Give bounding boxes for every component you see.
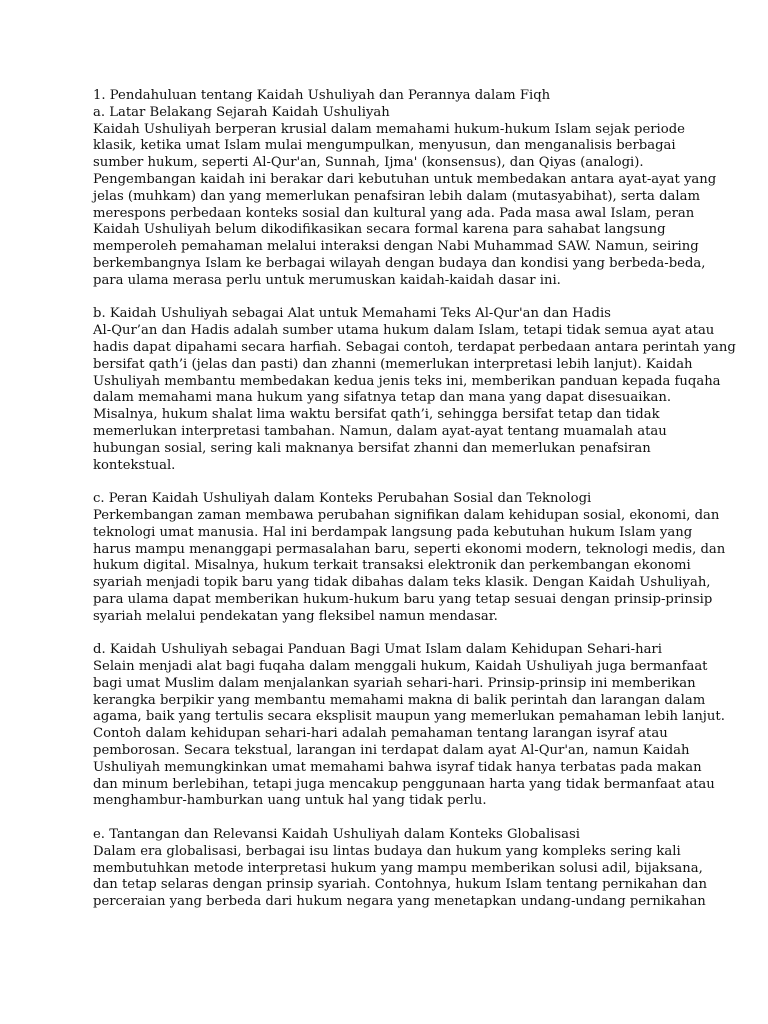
paragraph-line: para ulama merasa perlu untuk merumuskan kaidah-kaidah dasar ini. bbox=[93, 272, 561, 288]
section-a-body bbox=[93, 121, 717, 290]
intro-section bbox=[93, 88, 717, 290]
paragraph-line: menghambur-hamburkan uang untuk hal yang tidak perlu. bbox=[93, 793, 487, 809]
paragraph-line: Pengembangan kaidah ini berakar dari kebutuhan untuk membedakan antara ayat-ayat yang bbox=[93, 171, 717, 187]
paragraph-line: merespons perbedaan konteks sosial dan kultural yang ada. Pada masa awal Islam, peran bbox=[93, 205, 695, 221]
section-d bbox=[93, 642, 725, 810]
paragraph-line: syariah melalui pendekatan yang fleksibel namun mendasar. bbox=[93, 608, 498, 624]
paragraph-line: Kaidah Ushuliyah belum dikodifikasikan secara formal karena para sahabat langsung bbox=[93, 222, 666, 238]
paragraph-line: Contoh dalam kehidupan sehari-hari adalah pemahaman tentang larangan isyraf atau bbox=[93, 726, 668, 742]
section-d-body bbox=[93, 659, 725, 810]
section-b-body bbox=[93, 323, 736, 474]
paragraph-line: harus mampu menanggapi permasalahan baru, seperti ekonomi modern, teknologi medis, dan bbox=[93, 541, 726, 557]
section-c-heading: c. Peran Kaidah Ushuliyah dalam Konteks Perubahan Sosial dan Teknologi bbox=[93, 491, 592, 507]
paragraph-line: klasik, ketika umat Islam mulai mengumpulkan, menyusun, dan menganalisis berbagai bbox=[93, 138, 676, 154]
section-a-heading: a. Latar Belakang Sejarah Kaidah Ushuliyah bbox=[93, 104, 390, 120]
paragraph-line: Selain menjadi alat bagi fuqaha dalam menggali hukum, Kaidah Ushuliyah juga bermanfaat bbox=[93, 659, 708, 675]
paragraph-line: dalam memahami mana hukum yang sifatnya tetap dan mana yang dapat disesuaikan. bbox=[93, 390, 672, 406]
section-e-heading: e. Tantangan dan Relevansi Kaidah Ushuliyah dalam Konteks Globalisasi bbox=[93, 827, 581, 843]
paragraph-line: para ulama dapat memberikan hukum-hukum baru yang tetap sesuai dengan prinsip-prinsip bbox=[93, 591, 713, 607]
paragraph-line: Perkembangan zaman membawa perubahan signifikan dalam kehidupan sosial, ekonomi, dan bbox=[93, 507, 720, 523]
paragraph-line: kerangka berpikir yang membantu memahami makna di balik perintah dan larangan dalam bbox=[93, 692, 706, 708]
paragraph-line: jelas (muhkam) dan yang memerlukan penafsiran lebih dalam (mutasyabihat), serta dalam bbox=[93, 188, 700, 204]
section-c bbox=[93, 491, 726, 625]
paragraph-line: syariah menjadi topik baru yang tidak dibahas dalam teks klasik. Dengan Kaidah Ushuliyah, bbox=[93, 575, 711, 591]
paragraph-line: membutuhkan metode interpretasi hukum yang mampu memberikan solusi adil, bijaksana, bbox=[93, 860, 703, 876]
paragraph-line: Misalnya, hukum shalat lima waktu bersifat qath’i, sehingga bersifat tetap dan tidak bbox=[93, 407, 660, 423]
section-c-body bbox=[93, 507, 726, 626]
paragraph-line: Ushuliyah memungkinkan umat memahami bahwa isyraf tidak hanya terbatas pada makan bbox=[93, 759, 702, 775]
document-title: 1. Pendahuluan tentang Kaidah Ushuliyah dan Perannya dalam Fiqh bbox=[93, 88, 551, 103]
paragraph-line: berkembangnya Islam ke berbagai wilayah dengan budaya dan kondisi yang berbeda-beda, bbox=[93, 255, 706, 271]
paragraph-line: perceraian yang berbeda dari hukum negara yang menetapkan undang-undang pernikahan bbox=[93, 894, 706, 910]
paragraph-line: dan tetap selaras dengan prinsip syariah. Contohnya, hukum Islam tentang pernikahan dan bbox=[93, 877, 708, 893]
paragraph-line: dan minum berlebihan, tetapi juga mencakup penggunaan harta yang tidak bermanfaat atau bbox=[93, 776, 715, 792]
section-b bbox=[93, 306, 736, 474]
paragraph-line: bagi umat Muslim dalam menjalankan syariah sehari-hari. Prinsip-prinsip ini memberikan bbox=[93, 675, 696, 691]
paragraph-line: kontekstual. bbox=[93, 457, 176, 473]
paragraph-line: agama, baik yang tertulis secara eksplisit maupun yang memerlukan pemahaman lebih lanjut. bbox=[93, 709, 725, 725]
section-e-body bbox=[93, 843, 708, 911]
paragraph-line: sumber hukum, seperti Al-Qur'an, Sunnah, Ijma' (konsensus), dan Qiyas (analogi). bbox=[93, 155, 644, 171]
paragraph-line: hubungan sosial, sering kali maknanya bersifat zhanni dan memerlukan penafsiran bbox=[93, 440, 651, 456]
paragraph-line: Kaidah Ushuliyah berperan krusial dalam memahami hukum-hukum Islam sejak periode bbox=[93, 121, 685, 137]
paragraph-line: memerlukan interpretasi tambahan. Namun, dalam ayat-ayat tentang muamalah atau bbox=[93, 423, 667, 439]
section-b-heading: b. Kaidah Ushuliyah sebagai Alat untuk Memahami Teks Al-Qur'an dan Hadis bbox=[93, 306, 611, 322]
section-e bbox=[93, 827, 708, 911]
paragraph-line: Ushuliyah membantu membedakan kedua jenis teks ini, memberikan panduan kepada fuqaha bbox=[93, 373, 721, 389]
section-d-heading: d. Kaidah Ushuliyah sebagai Panduan Bagi Umat Islam dalam Kehidupan Sehari-hari bbox=[93, 642, 662, 658]
paragraph-line: hadis dapat dipahami secara harfiah. Sebagai contoh, terdapat perbedaan antara perintah yang bbox=[93, 339, 736, 355]
paragraph-line: Al-Qur’an dan Hadis adalah sumber utama hukum dalam Islam, tetapi tidak semua ayat atau bbox=[93, 323, 715, 339]
paragraph-line: teknologi umat manusia. Hal ini berdampak langsung pada kebutuhan hukum Islam yang bbox=[93, 524, 693, 540]
paragraph-line: bersifat qath’i (jelas dan pasti) dan zhanni (memerlukan interpretasi lebih lanjut). Kaidah bbox=[93, 356, 693, 372]
paragraph-line: pemborosan. Secara tekstual, larangan ini terdapat dalam ayat Al-Qur'an, namun Kaidah bbox=[93, 743, 690, 759]
paragraph-line: Dalam era globalisasi, berbagai isu lintas budaya dan hukum yang kompleks sering kali bbox=[93, 843, 681, 859]
paragraph-line: hukum digital. Misalnya, hukum terkait transaksi elektronik dan perkembangan ekonomi bbox=[93, 558, 691, 574]
paragraph-line: memperoleh pemahaman melalui interaksi dengan Nabi Muhammad SAW. Namun, seiring bbox=[93, 239, 699, 255]
